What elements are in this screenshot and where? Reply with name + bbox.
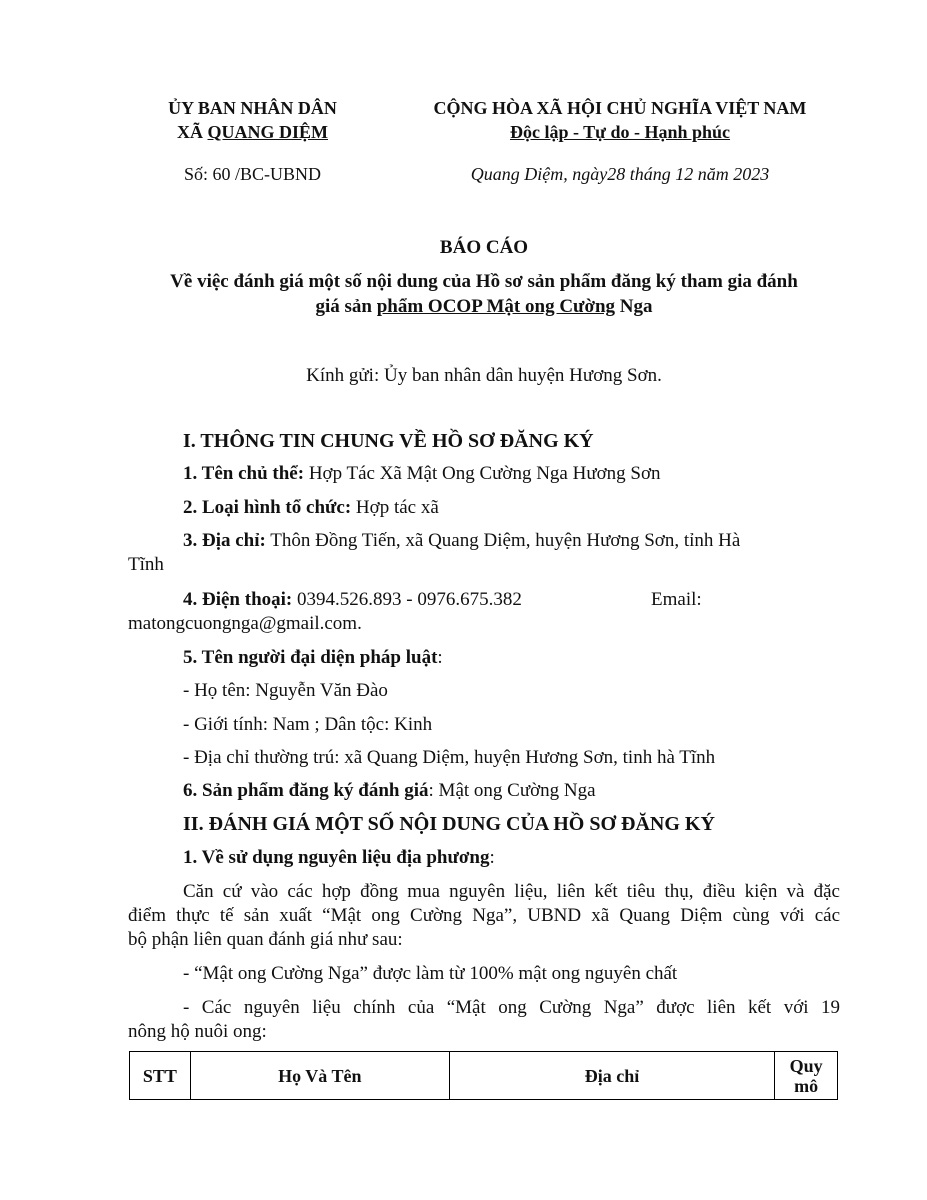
national-motto xyxy=(395,96,845,144)
assessment-para-line3: bộ phận liên quan đánh giá như sau: xyxy=(128,929,403,950)
address-line2: Tĩnh xyxy=(128,554,164,575)
table-header-row xyxy=(130,1052,838,1100)
rep-gender-ethnicity: - Giới tính: Nam ; Dân tộc: Kinh xyxy=(183,714,433,735)
motto: Độc lập - Tự do - Hạnh phúc xyxy=(509,122,731,142)
authority-line2: XÃ QUANG DIỆM xyxy=(177,122,328,142)
col-full-name: Họ Và Tên xyxy=(190,1052,449,1100)
col-scale: Quy mô xyxy=(775,1052,838,1100)
report-subtitle-line1: Về việc đánh giá một số nội dung của Hồ sơ sản phẩm đăng ký tham gia đánh xyxy=(170,271,798,292)
place-date: Quang Diệm, ngày28 tháng 12 năm 2023 xyxy=(470,164,770,184)
email-label: Email: xyxy=(651,589,702,610)
report-subtitle-line2: giá sản phẩm OCOP Mật ong Cường Nga xyxy=(315,296,653,317)
legal-representative: 5. Tên người đại diện pháp luật: xyxy=(183,647,443,668)
bullet-linked-households-line1: - Các nguyên liệu chính của “Mật ong Cường Nga” được liên kết với 19 xyxy=(183,997,840,1018)
local-materials-heading: 1. Về sử dụng nguyên liệu địa phương: xyxy=(183,847,495,868)
phone: 4. Điện thoại: 0394.526.893 - 0976.675.382 xyxy=(183,589,522,610)
registered-product: 6. Sản phẩm đăng ký đánh giá: Mật ong Cường Nga xyxy=(183,780,596,801)
rep-name: - Họ tên: Nguyễn Văn Đào xyxy=(183,680,388,701)
nation-name: CỘNG HÒA XÃ HỘI CHỦ NGHĨA VIỆT NAM xyxy=(433,98,807,118)
beekeeper-table xyxy=(129,1051,838,1100)
address-line1: 3. Địa chỉ: Thôn Đồng Tiến, xã Quang Diệm, huyện Hương Sơn, tỉnh Hà xyxy=(183,530,741,551)
assessment-para-line1: Căn cứ vào các hợp đồng mua nguyên liệu, liên kết tiêu thụ, điều kiện và đặc xyxy=(183,881,840,902)
assessment-para-line2: điểm thực tế sản xuất “Mật ong Cường Nga”, UBND xã Quang Diệm cùng với các xyxy=(128,905,840,926)
section1-heading: I. THÔNG TIN CHUNG VỀ HỒ SƠ ĐĂNG KÝ xyxy=(183,430,594,452)
entity-name: 1. Tên chủ thể: Hợp Tác Xã Mật Ong Cường Nga Hương Sơn xyxy=(183,463,661,484)
document-number: Số: 60 /BC-UBND xyxy=(183,164,322,184)
section2-heading: II. ĐÁNH GIÁ MỘT SỐ NỘI DUNG CỦA HỒ SƠ ĐĂNG KÝ xyxy=(183,813,715,835)
organization-type: 2. Loại hình tổ chức: Hợp tác xã xyxy=(183,497,439,518)
bullet-pure-honey: - “Mật ong Cường Nga” được làm từ 100% mật ong nguyên chất xyxy=(183,963,678,984)
col-stt: STT xyxy=(130,1052,191,1100)
report-title: BÁO CÁO xyxy=(439,237,529,258)
email-value: matongcuongnga@gmail.com. xyxy=(128,613,362,634)
authority-line1: ỦY BAN NHÂN DÂN xyxy=(168,98,337,118)
recipient: Kính gửi: Ủy ban nhân dân huyện Hương Sơn. xyxy=(306,365,662,386)
col-address: Địa chỉ xyxy=(449,1052,774,1100)
commune-name: QUANG DIỆM xyxy=(207,122,328,142)
issuing-authority xyxy=(130,96,375,144)
rep-address: - Địa chỉ thường trú: xã Quang Diệm, huyện Hương Sơn, tinh hà Tĩnh xyxy=(183,747,716,768)
bullet-linked-households-line2: nông hộ nuôi ong: xyxy=(128,1021,267,1042)
